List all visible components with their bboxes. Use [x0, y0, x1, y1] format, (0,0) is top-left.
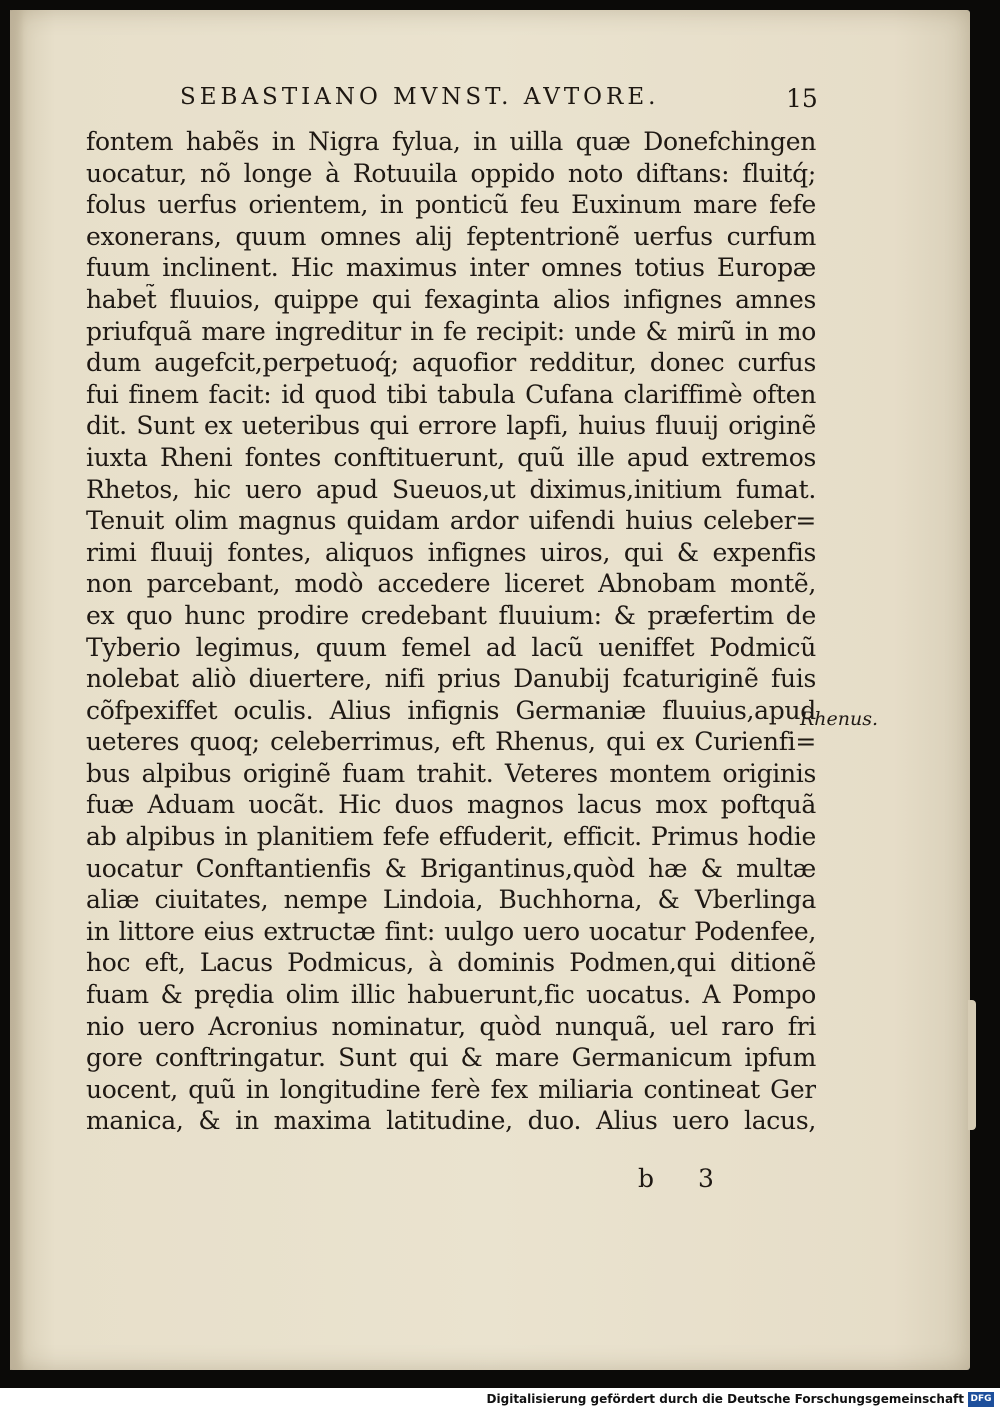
- footer-bar: [0, 1388, 1000, 1413]
- text-line: fui finem facit: id quod tibi tabula Cufana clariffimè often: [86, 379, 816, 409]
- text-line: bus alpibus originẽ fuam trahit. Veteres montem originis: [86, 758, 816, 788]
- text-line: dum augefcit,perpetuoq́; aquofior redditur, donec curfus: [86, 348, 816, 378]
- text-line: cõfpexiffet oculis. Alius infignis Germaniæ fluuius,apud: [86, 695, 816, 725]
- text-line: priufquã mare ingreditur in fe recipit: unde & mirũ in mo: [86, 316, 816, 346]
- text-line: Tyberio legimus, quum femel ad lacũ ueniffet Podmicũ: [86, 632, 816, 662]
- text-line: nolebat aliò diuertere, nifi prius Danubij fcaturiginẽ fuis: [86, 664, 816, 694]
- body-text: [86, 126, 816, 1137]
- text-line: habet̃ fluuios, quippe qui fexaginta alios infignes amnes: [86, 284, 816, 314]
- text-line: hoc eft, Lacus Podmicus, à dominis Podmen,qui ditionẽ: [86, 948, 816, 978]
- text-line: aliæ ciuitates, nempe Lindoia, Buchhorna, & Vberlinga: [86, 885, 816, 915]
- text-line: non parcebant, modò accedere liceret Abnobam montẽ,: [86, 569, 816, 599]
- page-number: 15: [786, 84, 818, 113]
- text-line: folus uerfus orientem, in ponticũ feu Euxinum mare fefe: [86, 190, 816, 220]
- footer-credit: Digitalisierung gefördert durch die Deutsche Forschungsgemeinschaft: [486, 1392, 964, 1406]
- adjacent-page-edge: [968, 1000, 976, 1130]
- text-line: uocatur, nõ longe à Rotuuila oppido noto diftans: fluitq́;: [86, 158, 816, 188]
- text-line: dit. Sunt ex ueteribus qui errore lapfi, huius fluuij originẽ: [86, 411, 816, 441]
- text-line: Tenuit olim magnus quidam ardor uifendi huius celeber=: [86, 506, 816, 536]
- text-line: exonerans, quum omnes alij feptentrionẽ uerfus curfum: [86, 221, 816, 251]
- margin-note: Rhenus.: [800, 708, 879, 730]
- running-head: SEBASTIANO MVNST. AVTORE.: [180, 84, 660, 110]
- text-line: ab alpibus in planitiem fefe effuderit, efficit. Primus hodie: [86, 822, 816, 852]
- text-line: uocatur Conftantienfis & Brigantinus,quòd hæ & multæ: [86, 853, 816, 883]
- text-line: ueteres quoq; celeberrimus, eft Rhenus, qui ex Curienfi=: [86, 727, 816, 757]
- text-line: manica, & in maxima latitudine, duo. Alius uero lacus,: [86, 1106, 816, 1136]
- text-line: gore conftringatur. Sunt qui & mare Germanicum ipfum: [86, 1043, 816, 1073]
- text-line: fontem habẽs in Nigra fylua, in uilla quæ Donefchingen: [86, 127, 816, 156]
- text-line: in littore eius extructæ fint: uulgo uero uocatur Podenfee,: [86, 916, 816, 946]
- text-line: ex quo hunc prodire credebant fluuium: & præfertim de: [86, 600, 816, 630]
- text-line: fuam & prędia olim illic habuerunt,fic uocatus. A Pompo: [86, 980, 816, 1010]
- text-line: rimi fluuij fontes, aliquos infignes uiros, qui & expenfis: [86, 537, 816, 567]
- text-line: nio uero Acronius nominatur, quòd nunquã, uel raro fri: [86, 1011, 816, 1041]
- text-line: uocent, quũ in longitudine ferè fex miliaria contineat Ger: [86, 1074, 816, 1104]
- text-line: Rhetos, hic uero apud Sueuos,ut diximus,initium fumat.: [86, 474, 816, 504]
- page-gutter-shadow: [10, 10, 24, 1370]
- signature-mark: b 3: [638, 1164, 732, 1193]
- text-line: iuxta Rheni fontes conftituerunt, quũ ille apud extremos: [86, 442, 816, 472]
- text-line: fuum inclinent. Hic maximus inter omnes totius Europæ: [86, 253, 816, 283]
- dfg-logo: DFG: [968, 1392, 994, 1407]
- text-line: fuæ Aduam uocãt. Hic duos magnos lacus mox poftquã: [86, 790, 816, 820]
